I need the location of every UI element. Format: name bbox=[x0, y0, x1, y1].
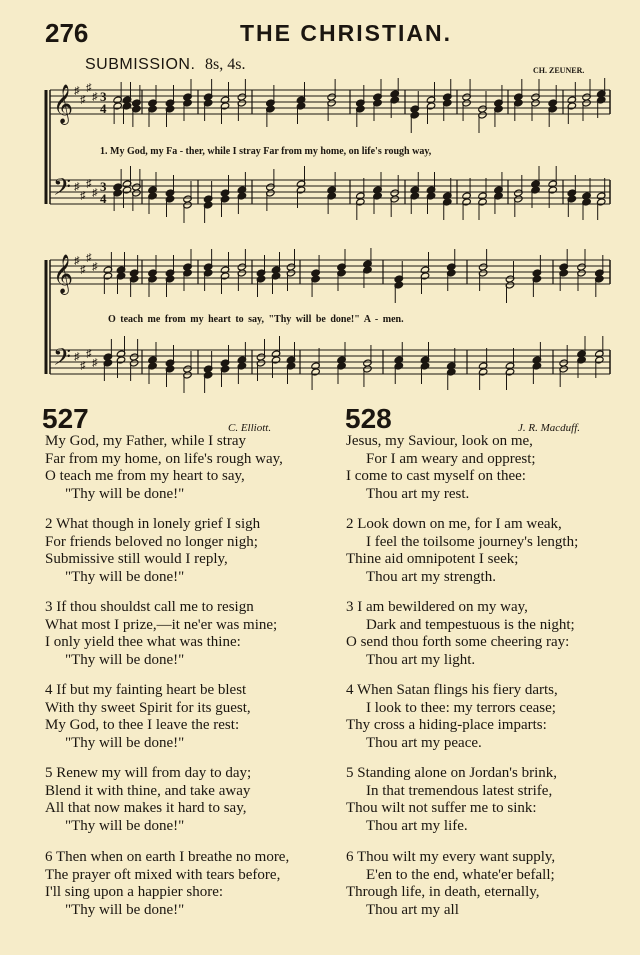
hymn-528-stanza-2 bbox=[346, 516, 578, 586]
music-system-2 bbox=[0, 248, 640, 408]
treble-clef: 𝄞 bbox=[53, 254, 74, 294]
verse-line: I come to cast myself on thee: bbox=[346, 468, 526, 485]
hymn-527-stanza-1 bbox=[45, 433, 283, 503]
hymn-527-stanza-3 bbox=[45, 599, 277, 669]
hymn-528-stanza-6 bbox=[346, 849, 555, 919]
verse-refrain: Thou art my strength. bbox=[366, 568, 496, 585]
verse-line: Blend it with thine, and take away bbox=[45, 782, 251, 799]
music-system-1 bbox=[0, 78, 640, 238]
sharp-sign: ♯ bbox=[80, 190, 86, 202]
hymn-527-stanza-2 bbox=[45, 516, 260, 586]
verse-line: 6 Then when on earth I breathe no more, bbox=[45, 849, 290, 865]
verse-refrain: Thou art my peace. bbox=[366, 734, 482, 751]
sharp-sign: ♯ bbox=[74, 351, 80, 363]
verse-line: 4 If but my fainting heart be blest bbox=[45, 682, 247, 698]
verse-line: What most I prize,—it ne'er was mine; bbox=[45, 616, 278, 633]
verse-line: In that tremendous latest strife, bbox=[366, 782, 553, 799]
sharp-sign: ♯ bbox=[86, 252, 92, 264]
verse-line: Dark and tempestuous is the night; bbox=[366, 616, 575, 633]
hymn-528-stanza-5 bbox=[346, 765, 557, 835]
verse-line: 4 When Satan flings his fiery darts, bbox=[346, 682, 558, 698]
sharp-sign: ♯ bbox=[92, 357, 98, 369]
hymn-author-527: C. Elliott. bbox=[228, 422, 272, 434]
sharp-sign: ♯ bbox=[86, 82, 92, 94]
hymn-number-527: 527 bbox=[42, 403, 89, 434]
time-signature: 3 bbox=[100, 179, 107, 194]
verse-line: My God, my Father, while I stray bbox=[45, 433, 247, 449]
page-number: 276 bbox=[45, 18, 89, 48]
sharp-sign: ♯ bbox=[74, 181, 80, 193]
bass-clef: 𝄢 bbox=[53, 343, 72, 376]
verse-line: Thou wilt not suffer me to sink: bbox=[346, 800, 537, 817]
verse-refrain: "Thy will be done!" bbox=[65, 485, 185, 502]
composer: CH. ZEUNER. bbox=[533, 66, 585, 75]
running-title: THE CHRISTIAN. bbox=[240, 20, 452, 46]
verse-line: 2 What though in lonely grief I sigh bbox=[45, 516, 261, 532]
time-signature: 4 bbox=[100, 101, 107, 116]
sharp-sign: ♯ bbox=[92, 91, 98, 103]
sharp-sign: ♯ bbox=[80, 94, 86, 106]
verse-line: I only yield thee what was thine: bbox=[45, 634, 241, 651]
verse-line: With thy sweet Spirit for its guest, bbox=[45, 699, 251, 716]
hymn-527-stanza-5 bbox=[45, 765, 251, 835]
verse-line: Thy cross a hiding-place imparts: bbox=[346, 717, 547, 734]
verse-line: O teach me from my heart to say, bbox=[45, 468, 245, 485]
time-signature: 3 bbox=[100, 89, 107, 104]
verse-refrain: Thou art my all bbox=[366, 901, 459, 918]
verse-line: Submissive still would I reply, bbox=[45, 551, 228, 568]
verse-line: 3 I am bewildered on my way, bbox=[346, 599, 528, 615]
treble-clef: 𝄞 bbox=[53, 84, 74, 124]
hymn-528-stanza-4 bbox=[346, 682, 558, 752]
verse-line: The prayer oft mixed with tears before, bbox=[45, 866, 281, 883]
verse-line: Thine aid omnipotent I seek; bbox=[346, 551, 519, 568]
hymn-number-528: 528 bbox=[345, 403, 392, 434]
verse-line: Through life, in death, eternally, bbox=[346, 884, 540, 901]
verse-refrain: "Thy will be done!" bbox=[65, 734, 185, 751]
sharp-sign: ♯ bbox=[74, 255, 80, 267]
sharp-sign: ♯ bbox=[92, 187, 98, 199]
sharp-sign: ♯ bbox=[92, 261, 98, 273]
verse-line: 3 If thou shouldst call me to resign bbox=[45, 599, 254, 615]
verse-line: 5 Standing alone on Jordan's brink, bbox=[346, 765, 558, 781]
verse-line: All that now makes it hard to say, bbox=[45, 800, 247, 817]
verse-refrain: "Thy will be done!" bbox=[65, 568, 185, 585]
tune-meter: 8s, 4s. bbox=[205, 56, 246, 73]
verse-line: For friends beloved no longer nigh; bbox=[45, 533, 258, 550]
sharp-sign: ♯ bbox=[80, 360, 86, 372]
sharp-sign: ♯ bbox=[80, 264, 86, 276]
hymn-author-528: J. R. Macduff. bbox=[518, 422, 581, 434]
lyric-line-1: 1. My God, my Fa - ther, while I stray Far from my home, on life's rough way, bbox=[100, 146, 432, 157]
verse-line: 5 Renew my will from day to day; bbox=[45, 765, 252, 781]
hymn-528-stanza-1 bbox=[346, 433, 536, 503]
bass-clef: 𝄢 bbox=[53, 173, 72, 206]
verse-line: I feel the toilsome journey's length; bbox=[366, 533, 579, 550]
hymn-527-stanza-6 bbox=[45, 849, 289, 919]
sharp-sign: ♯ bbox=[86, 178, 92, 190]
verse-refrain: "Thy will be done!" bbox=[65, 901, 185, 918]
verse-refrain: Thou art my rest. bbox=[366, 485, 470, 502]
verse-line: Far from my home, on life's rough way, bbox=[45, 450, 283, 467]
verse-refrain: "Thy will be done!" bbox=[65, 651, 185, 668]
hymn-528-stanza-3 bbox=[346, 599, 575, 669]
verse-line: 2 Look down on me, for I am weak, bbox=[346, 516, 562, 532]
verse-line: O send thou forth some cheering ray: bbox=[346, 634, 570, 651]
verse-refrain: Thou art my life. bbox=[366, 817, 468, 834]
lyric-line-2: O teach me from my heart to say, "Thy will be done!" A - men. bbox=[108, 314, 404, 325]
sharp-sign: ♯ bbox=[74, 85, 80, 97]
time-signature: 4 bbox=[100, 191, 107, 206]
hymn-527-stanza-4 bbox=[45, 682, 251, 752]
verse-line: Jesus, my Saviour, look on me, bbox=[346, 433, 533, 449]
tune-name: SUBMISSION. bbox=[85, 56, 196, 73]
verse-line: E'en to the end, whate'er befall; bbox=[366, 866, 555, 883]
verse-line: For I am weary and opprest; bbox=[366, 450, 536, 467]
verse-line: 6 Thou wilt my every want supply, bbox=[346, 849, 556, 865]
verse-refrain: Thou art my light. bbox=[366, 651, 476, 668]
verse-line: I'll sing upon a happier shore: bbox=[45, 884, 224, 901]
verse-refrain: "Thy will be done!" bbox=[65, 817, 185, 834]
verse-line: My God, to thee I leave the rest: bbox=[45, 717, 240, 734]
sharp-sign: ♯ bbox=[86, 348, 92, 360]
verse-line: I look to thee: my terrors cease; bbox=[366, 699, 556, 716]
